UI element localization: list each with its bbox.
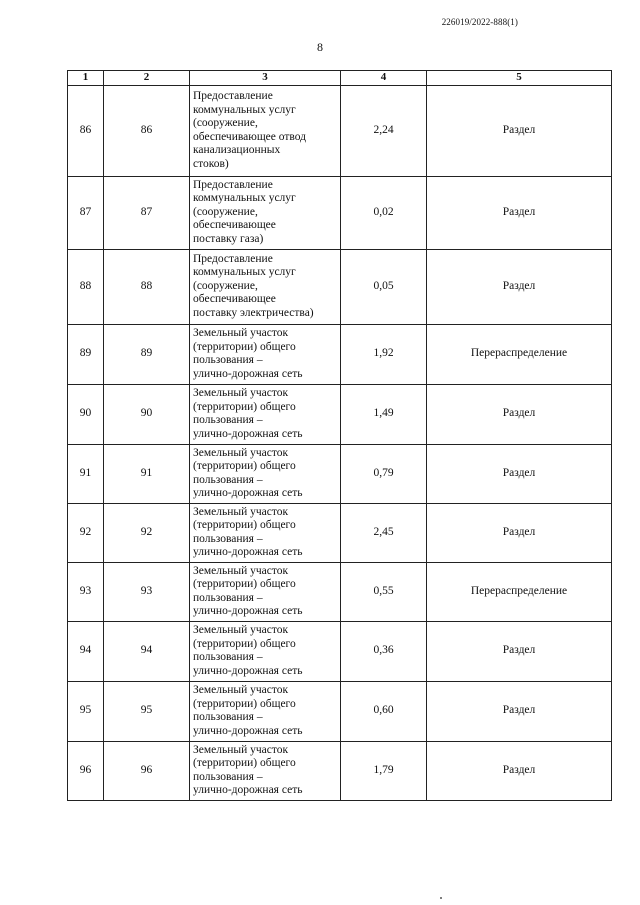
formation-method-cell: Раздел <box>427 681 612 741</box>
table-row <box>68 503 612 562</box>
parcel-number-cell: 95 <box>104 681 190 741</box>
land-use-cell: Земельный участок (территории) общего пользования – улично-дорожная сеть <box>190 503 341 562</box>
area-cell: 0,55 <box>341 562 427 621</box>
row-number-cell: 90 <box>68 384 104 444</box>
parcel-number-cell: 90 <box>104 384 190 444</box>
column-header: 2 <box>104 71 190 86</box>
row-number-cell: 92 <box>68 503 104 562</box>
table-row <box>68 681 612 741</box>
land-use-cell: Земельный участок (территории) общего пользования – улично-дорожная сеть <box>190 681 341 741</box>
parcel-table <box>67 70 612 801</box>
parcel-number-cell: 92 <box>104 503 190 562</box>
column-header: 1 <box>68 71 104 86</box>
formation-method-cell: Перераспределение <box>427 324 612 384</box>
area-cell: 2,24 <box>341 85 427 176</box>
formation-method-cell: Раздел <box>427 85 612 176</box>
table-row <box>68 176 612 249</box>
row-number-cell: 86 <box>68 85 104 176</box>
document-id: 226019/2022-888(1) <box>441 17 518 27</box>
row-number-cell: 93 <box>68 562 104 621</box>
land-use-cell: Земельный участок (территории) общего пользования – улично-дорожная сеть <box>190 562 341 621</box>
row-number-cell: 95 <box>68 681 104 741</box>
area-cell: 2,45 <box>341 503 427 562</box>
formation-method-cell: Раздел <box>427 503 612 562</box>
formation-method-cell: Раздел <box>427 444 612 503</box>
parcel-number-cell: 89 <box>104 324 190 384</box>
area-cell: 1,92 <box>341 324 427 384</box>
table-row <box>68 741 612 800</box>
row-number-cell: 91 <box>68 444 104 503</box>
area-cell: 0,79 <box>341 444 427 503</box>
land-use-cell: Земельный участок (территории) общего пользования – улично-дорожная сеть <box>190 621 341 681</box>
column-header: 4 <box>341 71 427 86</box>
land-use-cell: Земельный участок (территории) общего пользования – улично-дорожная сеть <box>190 384 341 444</box>
row-number-cell: 89 <box>68 324 104 384</box>
table-header-row <box>68 71 612 86</box>
land-use-cell: Земельный участок (территории) общего пользования – улично-дорожная сеть <box>190 444 341 503</box>
parcel-number-cell: 91 <box>104 444 190 503</box>
parcel-number-cell: 88 <box>104 249 190 324</box>
table-row <box>68 444 612 503</box>
parcel-number-cell: 87 <box>104 176 190 249</box>
land-use-cell: Предоставление коммунальных услуг (сооружение, обеспечивающее поставку газа) <box>190 176 341 249</box>
row-number-cell: 88 <box>68 249 104 324</box>
scan-speck <box>440 897 442 899</box>
formation-method-cell: Раздел <box>427 384 612 444</box>
area-cell: 0,02 <box>341 176 427 249</box>
row-number-cell: 87 <box>68 176 104 249</box>
land-use-cell: Предоставление коммунальных услуг (сооружение, обеспечивающее поставку электричества) <box>190 249 341 324</box>
formation-method-cell: Раздел <box>427 176 612 249</box>
table-row <box>68 621 612 681</box>
area-cell: 0,05 <box>341 249 427 324</box>
land-use-cell: Земельный участок (территории) общего пользования – улично-дорожная сеть <box>190 741 341 800</box>
area-cell: 1,79 <box>341 741 427 800</box>
parcel-number-cell: 93 <box>104 562 190 621</box>
table-row <box>68 249 612 324</box>
formation-method-cell: Раздел <box>427 741 612 800</box>
column-header: 3 <box>190 71 341 86</box>
parcel-number-cell: 94 <box>104 621 190 681</box>
column-header: 5 <box>427 71 612 86</box>
parcel-number-cell: 96 <box>104 741 190 800</box>
area-cell: 1,49 <box>341 384 427 444</box>
formation-method-cell: Перераспределение <box>427 562 612 621</box>
table-row <box>68 85 612 176</box>
parcel-number-cell: 86 <box>104 85 190 176</box>
land-use-cell: Земельный участок (территории) общего пользования – улично-дорожная сеть <box>190 324 341 384</box>
table-row <box>68 384 612 444</box>
page-number: 8 <box>317 40 323 54</box>
row-number-cell: 94 <box>68 621 104 681</box>
area-cell: 0,36 <box>341 621 427 681</box>
table-row <box>68 562 612 621</box>
land-use-cell: Предоставление коммунальных услуг (сооружение, обеспечивающее отвод канализационных стоков) <box>190 85 341 176</box>
row-number-cell: 96 <box>68 741 104 800</box>
table-row <box>68 324 612 384</box>
formation-method-cell: Раздел <box>427 249 612 324</box>
area-cell: 0,60 <box>341 681 427 741</box>
formation-method-cell: Раздел <box>427 621 612 681</box>
